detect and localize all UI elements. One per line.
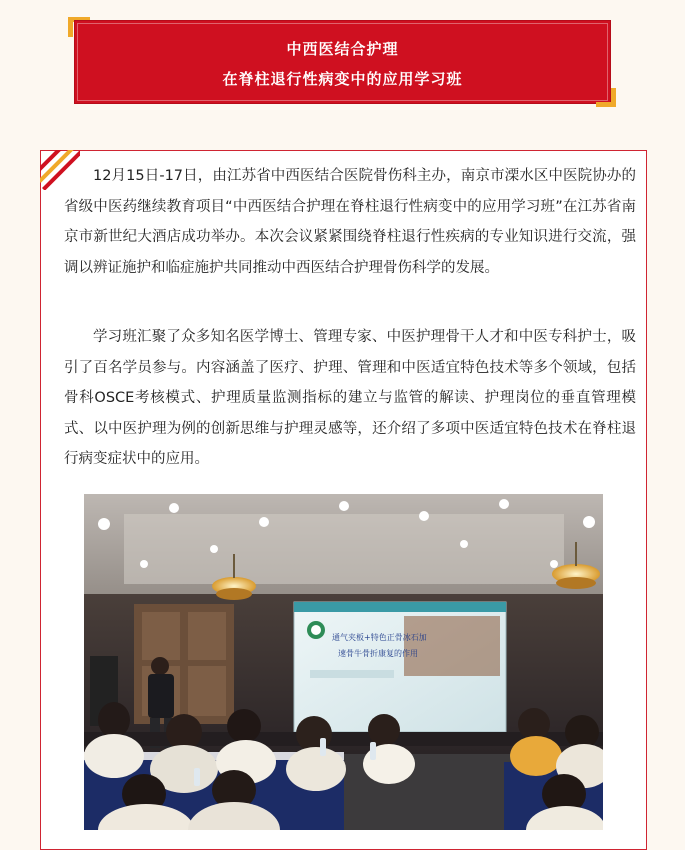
banner-inner-border xyxy=(77,23,608,101)
event-photo-illustration xyxy=(84,494,603,830)
banner-corner-decoration xyxy=(68,17,73,37)
article-paragraph-1: 12月15日-17日，由江苏省中西医结合医院骨伤科主办，南京市溧水区中医院协办的省级中医药继续教育项目“中西医结合护理在脊柱退行性病变中的应用学习班”在江苏省南京市新世纪大酒店成功举办。本次会议紧紧围绕脊柱退行性疾病的专业知识进行交流，强调以辨证施护和临症施护共同推动中西医结合护理骨伤科学的发展。 xyxy=(64,168,636,276)
banner-title-line2: 在脊柱退行性病变中的应用学习班 xyxy=(222,70,463,88)
banner-title-line1: 中西医结合护理 xyxy=(286,40,399,58)
screen-text-line2: 速骨牛骨折康复的作用 xyxy=(338,649,418,658)
banner-corner-decoration xyxy=(611,88,616,107)
screen-text-line1: 通气夹板+特色正骨冰石加 xyxy=(332,633,427,642)
article-paragraph-2: 学习班汇聚了众多知名医学博士、管理专家、中医护理骨干人才和中医专科护士，吸引了百名学员参与。内容涵盖了医疗、护理、管理和中医适宜特色技术等多个领域，包括骨科OSCE考核模式、护理质量监测指标的建立与监管的解读、护理岗位的垂直管理模式、以中医护理为例的创新思维与护理灵感等，还介绍了多项中医适宜特色技术在脊柱退行病变症状中的应用。 xyxy=(64,329,636,467)
title-banner xyxy=(74,20,611,104)
event-photo xyxy=(84,494,603,830)
